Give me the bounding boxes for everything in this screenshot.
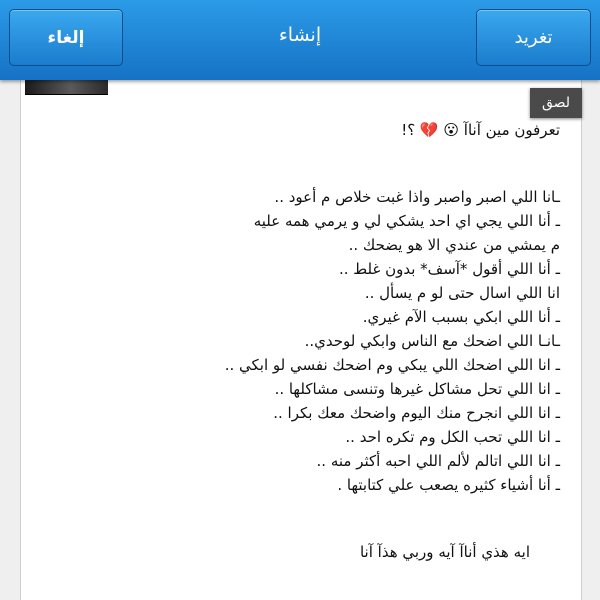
page-title: إنشاء — [278, 24, 322, 46]
text-line: ـ أنا اللي أقول *آسف* بدون غلط .. — [338, 260, 560, 278]
text-lines — [40, 185, 560, 497]
text-line: ـ أنا أشياء كثيره يصعب علي كتابتها . — [337, 476, 560, 494]
text-line: انا اللي اسال حتى لو م يسأل .. — [364, 284, 560, 302]
text-line: ـ انا اللي انجرح منك اليوم واضحك معك بكرا .. — [273, 404, 560, 422]
action-bar — [0, 0, 600, 80]
text-line: ـ أنا اللي ابكي بسبب الآم غيري. — [362, 308, 560, 326]
text-line: ـ انا اللي تحب الكل وم تكره احد .. — [345, 428, 560, 446]
cancel-button[interactable]: إلغاء — [9, 9, 123, 66]
text-line: ايه هذي أناآ آيه وربي هذآ آنا — [359, 543, 530, 561]
text-line: ـ انا اللي اضحك اللي يبكي وم اضحك نفسي لو ابكي .. — [224, 356, 560, 374]
text-line: ـانـا اللي اضحك مع الناس وابكي لوحدي.. — [304, 332, 560, 350]
tweet-text-area[interactable] — [40, 118, 560, 564]
text-line: تعرفون مين آناآ 😮 💔 ؟! — [401, 121, 560, 139]
text-line: ـ انا اللي اتالم لألم اللي احبه أكثر منه .. — [316, 452, 560, 470]
text-line: ـ انا اللي تحل مشاكل غيرها وتنسى مشاكلها .. — [274, 380, 560, 398]
paste-button[interactable]: لصق — [530, 88, 582, 118]
tweet-button[interactable]: تغريد — [476, 9, 591, 66]
text-line: ـانا اللي اصبر واصبر واذا غبت خلاص م أعود .. — [274, 188, 560, 206]
text-line: ـ أنا اللي يجي اي احد يشكي لي و يرمي همه عليه — [253, 212, 560, 230]
text-line: م يمشي من عندي الا هو يضحك .. — [348, 236, 560, 254]
